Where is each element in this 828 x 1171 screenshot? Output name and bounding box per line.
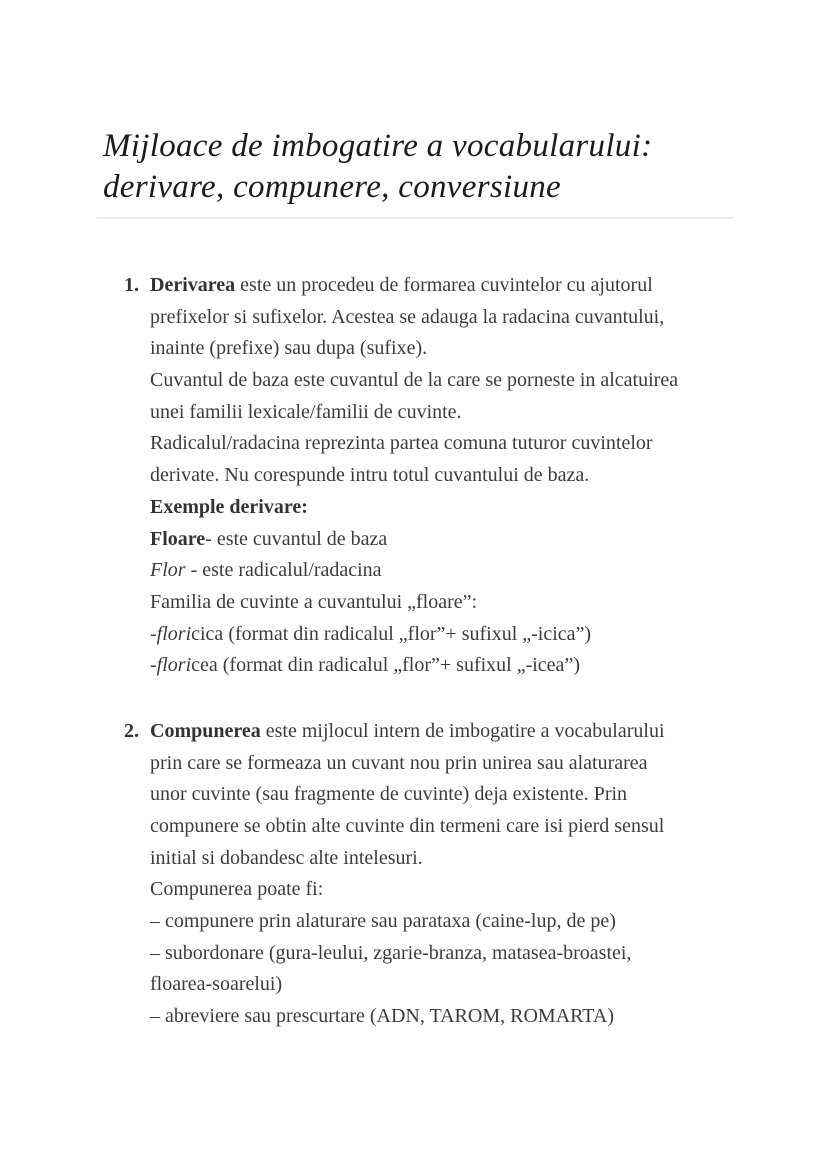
text-segment: cica (format din radicalul „flor”+ sufixul „-icica”)	[191, 622, 592, 645]
text-segment: prefixelor si sufixelor. Acestea se adauga la radacina cuvantului,	[150, 305, 665, 328]
text-segment: Cuvantul de baza este cuvantul de la care se porneste in alcatuirea	[150, 369, 679, 392]
text-segment: compunere se obtin alte cuvinte din termeni care isi pierd sensul	[150, 815, 665, 837]
text-segment: unor cuvinte (sau fragmente de cuvinte) deja existente. Prin	[150, 783, 628, 806]
text-segment: flori	[156, 654, 192, 677]
text-segment: floarea-soarelui)	[150, 973, 283, 996]
text-segment: – abreviere sau prescurtare (ADN, TAROM, ROMARTA)	[150, 1005, 614, 1028]
text-segment: cea (format din radicalul „flor”+ sufixul „-icea”)	[191, 654, 580, 677]
text-segment: este un procedeu de formarea cuvintelor cu ajutorul	[235, 274, 653, 296]
text-line	[150, 555, 742, 587]
text-line	[150, 716, 742, 748]
text-line	[150, 874, 742, 906]
text-segment: inainte (prefixe) sau dupa (sufixe).	[150, 337, 428, 360]
text-line	[150, 270, 742, 302]
text-line	[150, 460, 742, 492]
text-line	[150, 906, 742, 938]
text-line	[150, 1001, 742, 1033]
text-segment: Compunerea poate fi:	[150, 878, 324, 901]
text-segment: flori	[156, 622, 192, 645]
text-line	[150, 779, 742, 811]
text-segment: derivate. Nu corespunde intru totul cuvantului de baza.	[150, 464, 590, 487]
text-line	[150, 969, 742, 1001]
list-item	[124, 270, 742, 682]
item-number: 2.	[124, 719, 139, 742]
list-item	[124, 716, 742, 1033]
text-line	[150, 619, 742, 651]
item-number: 1.	[124, 274, 139, 296]
text-line	[150, 748, 742, 780]
text-line	[150, 302, 742, 334]
text-segment: - este cuvantul de baza	[205, 527, 388, 550]
page-title-line2: derivare, compunere, conversiune	[103, 169, 561, 205]
text-line	[150, 843, 742, 875]
text-segment: Floare	[150, 527, 206, 550]
text-segment: prin care se formeaza un cuvant nou prin unirea sau alaturarea	[150, 751, 648, 774]
text-line	[150, 333, 742, 365]
text-line	[150, 492, 742, 524]
text-segment: - este radicalul/radacina	[185, 559, 382, 582]
text-segment: este mijlocul intern de imbogatire a vocabularului	[260, 719, 665, 742]
text-line	[150, 428, 742, 460]
page-title-line1: Mijloace de imbogatire a vocabularului:	[103, 128, 653, 164]
text-segment: initial si dobandesc alte intelesuri.	[150, 846, 423, 869]
text-segment: -	[150, 654, 157, 677]
text-line	[150, 811, 742, 843]
text-segment: -	[150, 622, 157, 645]
text-line	[150, 397, 742, 429]
text-segment: Radicalul/radacina reprezinta partea comuna tuturor cuvintelor	[150, 432, 653, 455]
text-segment: Familia de cuvinte a cuvantului „floare”:	[150, 590, 478, 613]
text-segment: – compunere prin alaturare sau parataxa (caine-lup, de pe)	[150, 910, 616, 933]
text-segment: Exemple derivare:	[150, 495, 308, 518]
text-segment: Derivarea	[150, 274, 236, 296]
title-divider	[97, 217, 734, 219]
text-line	[150, 587, 742, 619]
text-segment: Compunerea	[150, 719, 261, 742]
page-title	[103, 126, 652, 208]
content-list	[124, 270, 742, 1067]
text-segment: – subordonare (gura-leului, zgarie-branza, matasea-broastei,	[150, 941, 632, 964]
text-segment: Flor	[150, 559, 186, 582]
text-line	[150, 524, 742, 556]
text-line	[150, 365, 742, 397]
text-segment: unei familii lexicale/familii de cuvinte.	[150, 400, 462, 423]
text-line	[150, 650, 742, 682]
text-line	[150, 938, 742, 970]
